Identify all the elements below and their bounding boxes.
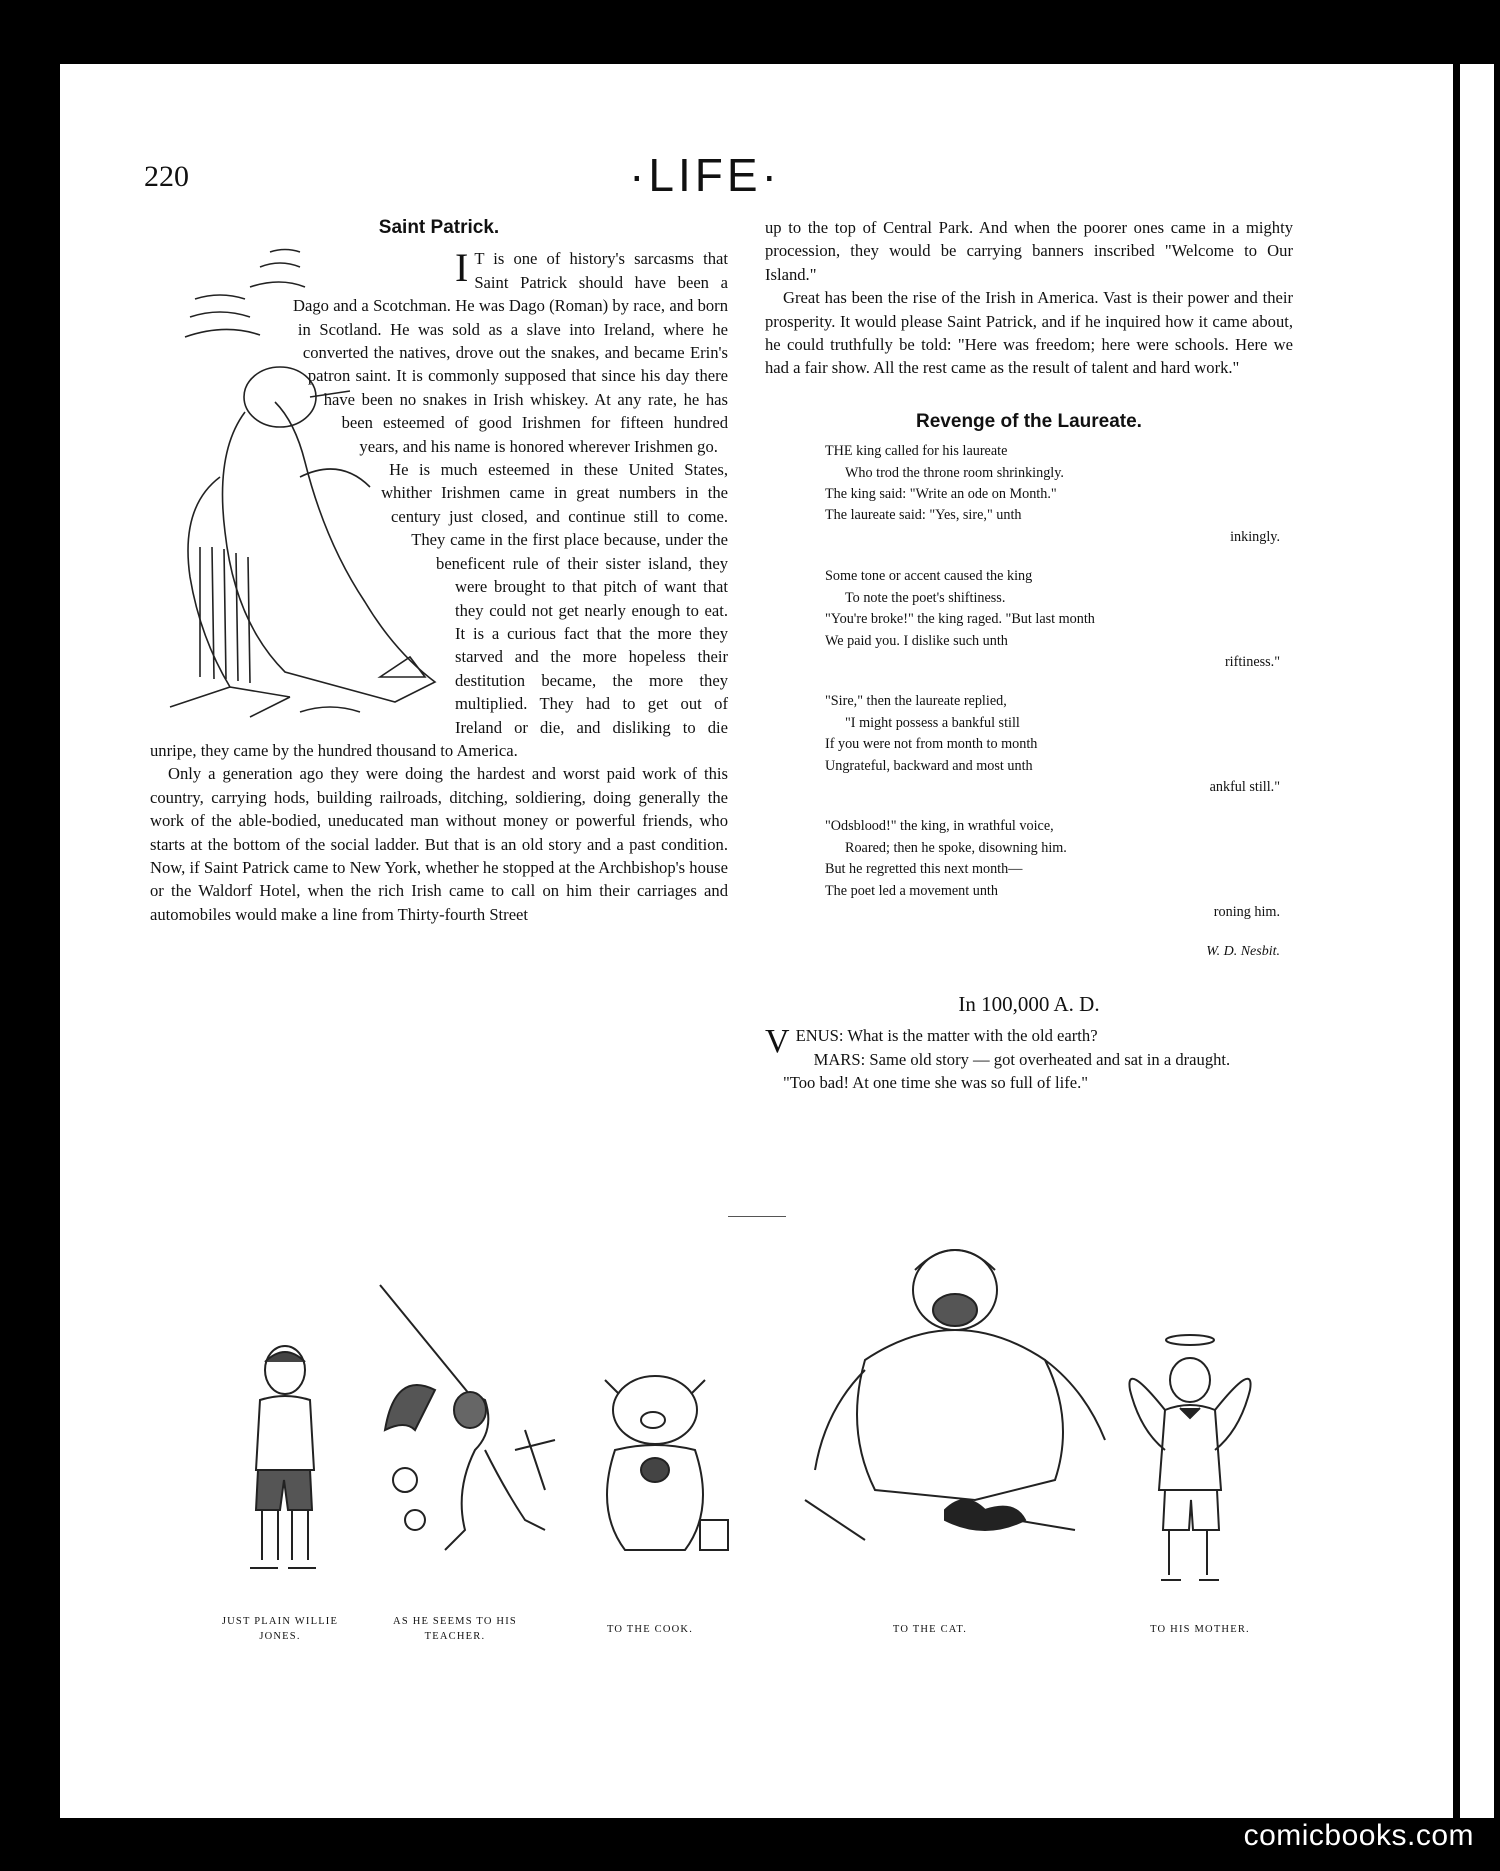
poem-line: Some tone or accent caused the king xyxy=(825,568,1033,585)
stanza xyxy=(825,566,1280,673)
masthead: ·LIFE· xyxy=(629,149,781,201)
ad-line-1: ENUS: What is the matter with the old earth? xyxy=(795,1026,1098,1046)
poem-line: But he regretted this next month— xyxy=(825,861,1023,878)
poem-line: "Sire," then the laureate replied, xyxy=(825,693,1007,710)
left-column xyxy=(150,216,728,926)
poem-line: To note the poet's shiftiness. xyxy=(845,589,1006,606)
ad-line-2: MARS: Same old story — got overheated and sat in a draught. xyxy=(813,1049,1231,1069)
caption-cook: TO THE COOK. xyxy=(606,1624,694,1635)
poem-line: inkingly. xyxy=(1230,528,1280,545)
angel-illustration xyxy=(1125,1330,1255,1590)
poem-line: The poet led a movement unth xyxy=(825,882,998,899)
poem-line: "Odsblood!" the king, in wrathful voice, xyxy=(825,818,1054,835)
dropcap-v: V xyxy=(765,1023,790,1061)
saint-patrick-para-2: He is much esteemed in these United States, whither Irishmen came in great numbers in the century just closed, and continue still to come. They came in the first place because, under the beneficent rule of their sister island, they were brought to that pitch of want that they could not get nearly enough to eat. It is a curious fact that the more they starved and the more hopeless their destitution became, the more they multiplied. They had to get out of Ireland or die, and disliking to die unripe, they came by the hundred thousand to America. xyxy=(150,460,728,760)
watermark: comicbooks.com xyxy=(1243,1819,1474,1852)
stanza xyxy=(825,691,1280,798)
stanza xyxy=(825,816,1280,923)
page-number: 220 xyxy=(144,160,189,193)
laureate-poem xyxy=(825,441,1280,963)
cat-monster-illustration xyxy=(765,1240,1135,1560)
poem-line: roning him. xyxy=(1213,903,1280,920)
ad-title: In 100,000 A. D. xyxy=(958,991,1100,1016)
facing-page-edge xyxy=(1460,64,1494,1818)
poem-line: The laureate said: "Yes, sire," unth xyxy=(825,507,1022,524)
poem-line: THE king called for his laureate xyxy=(825,443,1008,460)
poem-line: The king said: "Write an ode on Month." xyxy=(825,486,1057,503)
caption-mother: TO HIS MOTHER. xyxy=(1150,1624,1250,1635)
saint-patrick-para-1: T is one of history's sarcasms that Saint Patrick should have been a Dago and a Scotchman. He was Dago (Roman) by race, and born in Scotland. He was sold as a slave into Ireland, where he converted the natives, drove out the snakes, and became Erin's patron saint. It is commonly supposed that since his day there have been no snakes in Irish whiskey. At any rate, he has been esteemed of good Irishmen for fifteen hundred years, and his name is honored wherever Irishmen go. xyxy=(292,249,728,456)
devil-illustration xyxy=(375,1280,565,1580)
poem-line: "You're broke!" the king raged. "But last month xyxy=(825,611,1095,628)
saint-patrick-para-3-continued: up to the top of Central Park. And when the poorer ones came in a mighty procession, they would be carrying banners inscribed "Welcome to Our Island." xyxy=(765,218,1293,284)
dropcap-i: I xyxy=(455,245,469,291)
poem-line: "I might possess a bankful still xyxy=(845,714,1020,731)
caption-willie-jones: JUST PLAIN WILLIE JONES. xyxy=(221,1616,339,1642)
poem-line: Roared; then he spoke, disowning him. xyxy=(845,839,1067,856)
saint-patrick-para-4: Great has been the rise of the Irish in America. Vast is their power and their prosperity. It would please Saint Patrick, and if he inquired how it came about, he could truthfully be told: "Here was freedom; here were schools. Here we had a fair show. All the rest came as the result of talent and hard work." xyxy=(765,288,1293,378)
poem-line: We paid you. I dislike such unth xyxy=(825,632,1008,649)
author-signature: W. D. Nesbit. xyxy=(1206,944,1280,960)
ad-line-3: "Too bad! At one time she was so full of life." xyxy=(783,1073,1089,1092)
caption-cat: TO THE CAT. xyxy=(892,1624,968,1635)
stanza xyxy=(825,441,1280,548)
saint-patrick-title: Saint Patrick. xyxy=(378,217,500,238)
laureate-title: Revenge of the Laureate. xyxy=(916,410,1142,432)
poem-line: riftiness." xyxy=(1224,653,1280,670)
poem-line: Who trod the throne room shrinkingly. xyxy=(845,464,1064,481)
caption-teacher: AS HE SEEMS TO HIS TEACHER. xyxy=(393,1616,517,1642)
saint-patrick-para-3: Only a generation ago they were doing the hardest and worst paid work of this country, carrying hods, building railroads, ditching, soldiering, doing generally the work of the able-bodied, uneducated man without money or powerful friends, who starts at the bottom of the social ladder. But that is an old story and a past condition. Now, if Saint Patrick came to New York, whether he stopped at the Archbishop's house or the Waldorf Hotel, when the rich Irish came to call on him their carriages and automobiles would make a line from Thirty-fourth Street xyxy=(150,764,728,924)
willie-jones-illustration xyxy=(230,1340,340,1580)
section-rule xyxy=(728,1216,786,1217)
poem-line: ankful still." xyxy=(1209,778,1280,795)
poem-line: Ungrateful, backward and most unth xyxy=(825,757,1033,774)
cook-pig-illustration xyxy=(575,1370,740,1570)
poem-line: If you were not from month to month xyxy=(825,736,1038,753)
right-column xyxy=(765,216,1293,1094)
